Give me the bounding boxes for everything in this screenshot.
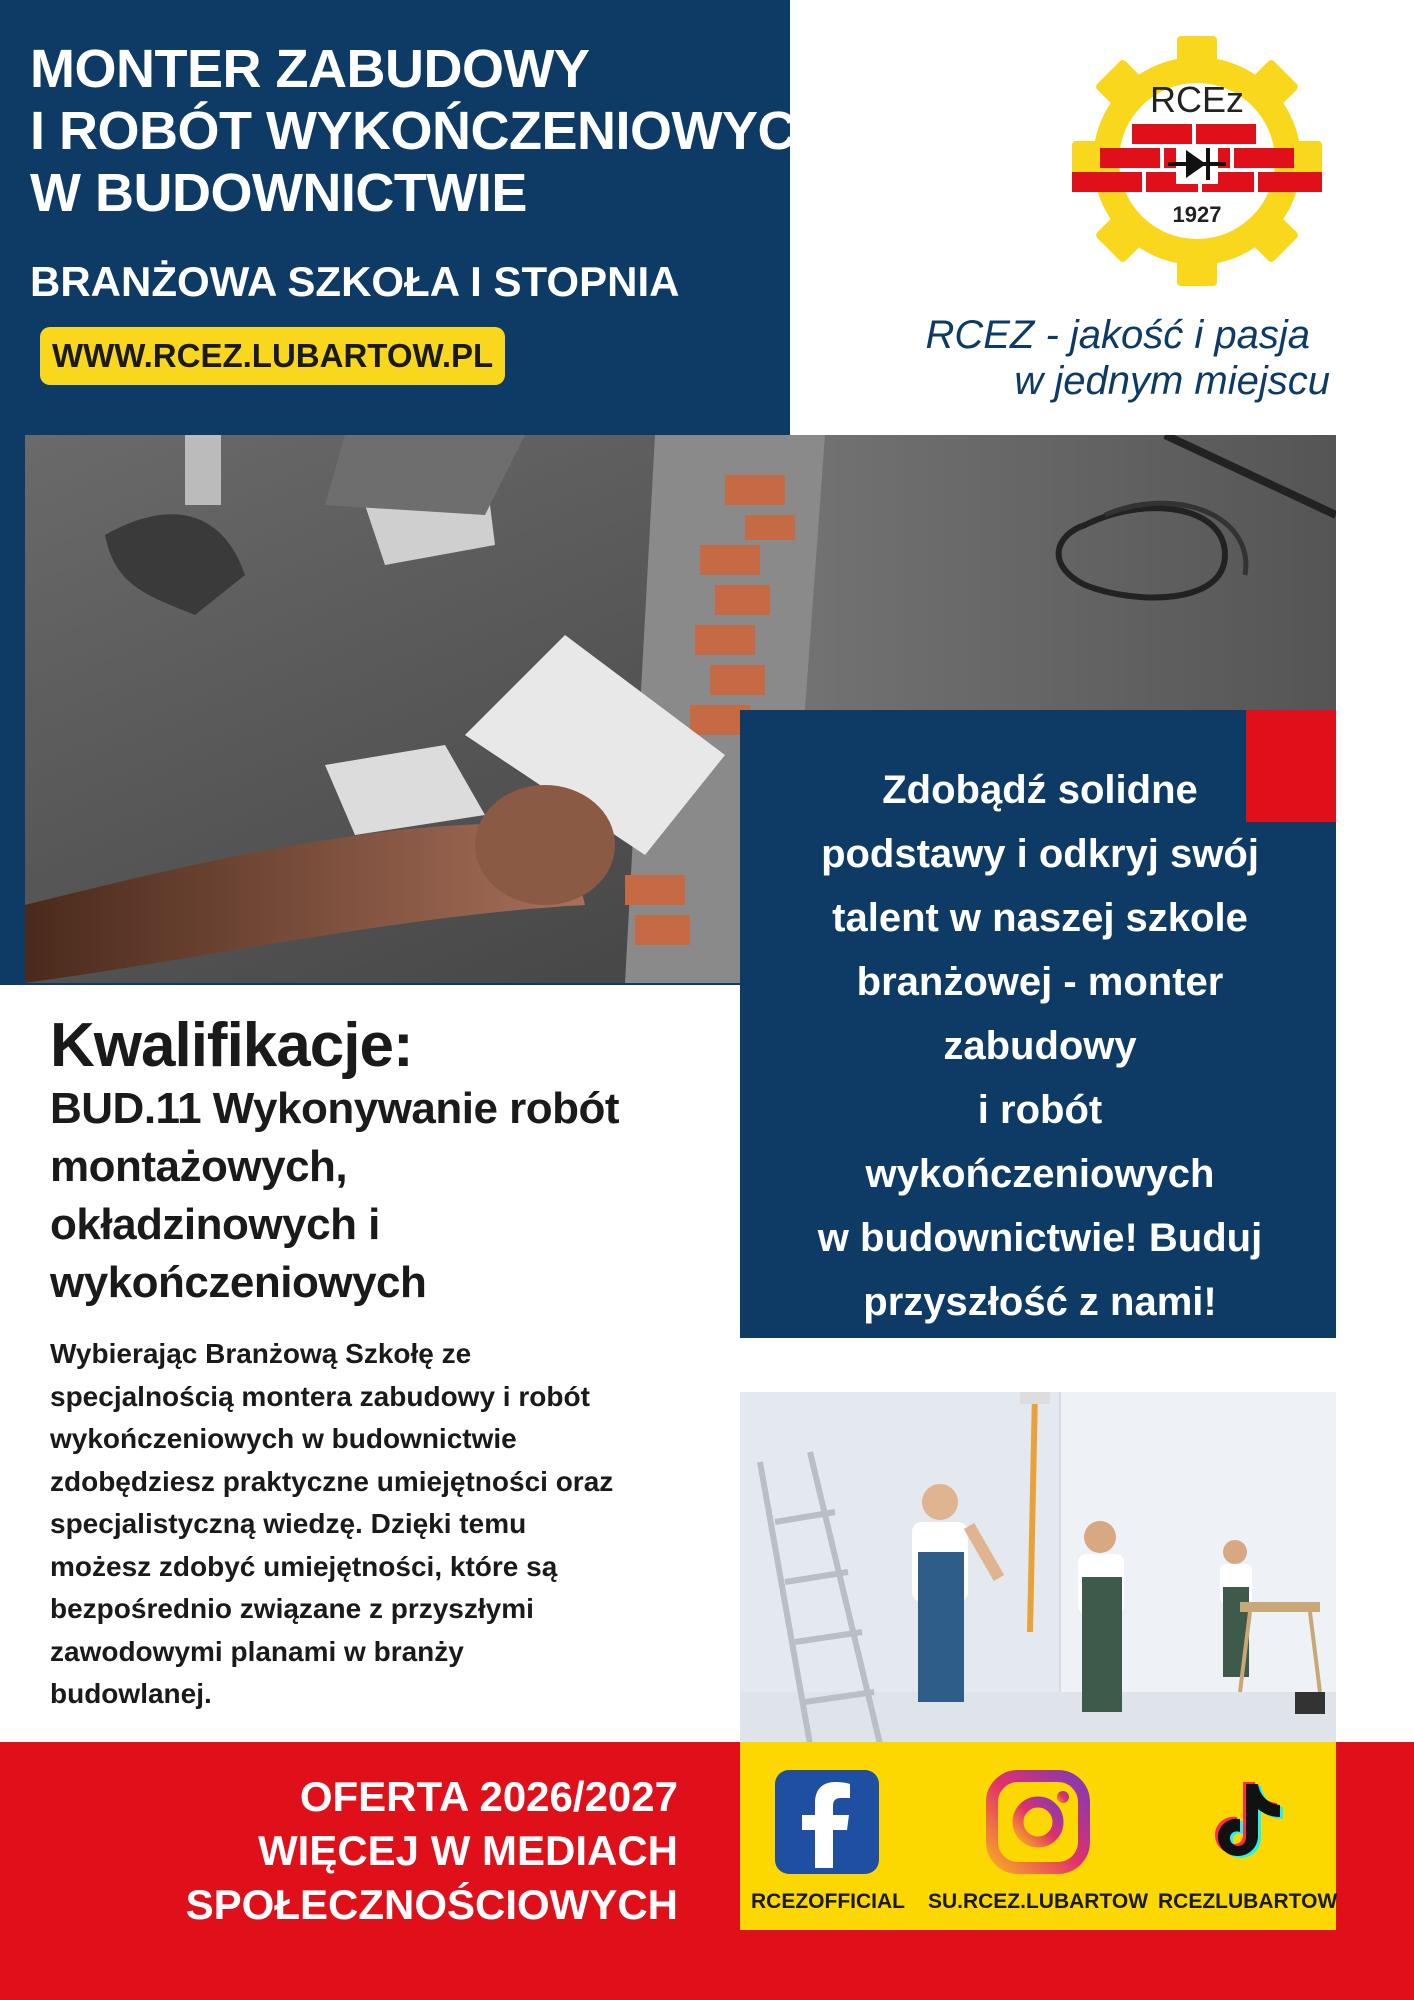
description-line-6: możesz zdobyć umiejętności, które są	[50, 1550, 558, 1582]
promo-line-2: podstawy i odkryj swój	[821, 832, 1259, 876]
website-link[interactable]: WWW.RCEZ.LUBARTOW.PL	[40, 327, 505, 385]
qualification-line-3: okładzinowych i	[50, 1200, 380, 1249]
instagram-icon[interactable]	[986, 1770, 1090, 1874]
instagram-handle[interactable]: SU.RCEZ.LUBARTOW	[927, 1890, 1149, 1913]
footer-line-1: OFERTA 2026/2027	[299, 1773, 678, 1820]
description-line-7: bezpośrednio związane z przyszłymi	[50, 1593, 534, 1624]
description-line-8: zawodowymi planami w branży	[50, 1635, 464, 1667]
qualification-line-2: montażowych,	[50, 1142, 348, 1191]
page-title	[30, 38, 835, 224]
promo-line-5: zabudowy	[943, 1024, 1137, 1068]
tiktok-handle[interactable]: RCEZLUBARTOW	[1158, 1890, 1338, 1913]
title-line-3: W BUDOWNICTWIE	[30, 163, 527, 223]
description-line-3: wykończeniowych w budownictwie	[50, 1423, 517, 1454]
promo-line-9: przyszłość z nami!	[863, 1280, 1217, 1324]
footer-text	[60, 1770, 678, 1932]
logo-year: 1927	[1172, 202, 1222, 227]
description-line-5: specjalistyczną wiedzę. Dzięki temu	[50, 1508, 527, 1539]
workers-photo	[740, 1392, 1336, 1744]
footer-line-3: SPOŁECZNOŚCIOWYCH	[185, 1881, 678, 1928]
description-line-2: specjalnością montera zabudowy i robót	[50, 1380, 590, 1412]
social-media-panel	[740, 1742, 1336, 1930]
promo-line-3: talent w naszej szkole	[832, 896, 1248, 940]
slogan	[840, 312, 1330, 404]
tiktok-icon[interactable]	[1202, 1770, 1306, 1874]
qualification-line-4: wykończeniowych	[50, 1258, 427, 1307]
title-line-1: MONTER ZABUDOWY	[30, 39, 590, 99]
footer-line-2: WIĘCEJ W MEDIACH	[258, 1827, 678, 1874]
description-line-9: budowlanej.	[50, 1678, 212, 1709]
facebook-handle[interactable]: RCEZOFFICIAL	[751, 1890, 905, 1913]
qualification-line-1: BUD.11 Wykonywanie robót	[50, 1084, 620, 1133]
description-line-4: zdobędziesz praktyczne umiejętności oraz	[50, 1465, 614, 1497]
rcez-logo	[1072, 36, 1322, 286]
diode-icon	[1168, 144, 1226, 184]
qualification-code	[50, 1080, 740, 1312]
slogan-line-1: RCEZ - jakość i pasja	[925, 313, 1310, 357]
promo-line-8: w budownictwie! Buduj	[817, 1216, 1263, 1260]
logo-name: RCEz	[1149, 79, 1245, 120]
school-subtitle: BRANŻOWA SZKOŁA I STOPNIA	[30, 258, 680, 305]
slogan-line-2: w jednym miejscu	[1014, 359, 1330, 403]
promo-line-7: wykończeniowych	[865, 1152, 1215, 1196]
description-paragraph	[50, 1333, 740, 1716]
facebook-icon[interactable]	[775, 1770, 879, 1874]
promo-text	[750, 758, 1330, 1334]
description-line-1: Wybierając Branżową Szkołę ze	[50, 1338, 472, 1369]
title-line-2: I ROBÓT WYKOŃCZENIOWYCH	[30, 101, 835, 161]
promo-line-6: i robót	[977, 1088, 1103, 1132]
promo-line-1: Zdobądź solidne	[882, 768, 1198, 812]
qualifications-heading: Kwalifikacje:	[50, 1011, 413, 1080]
promo-line-4: branżowej - monter	[856, 960, 1224, 1004]
